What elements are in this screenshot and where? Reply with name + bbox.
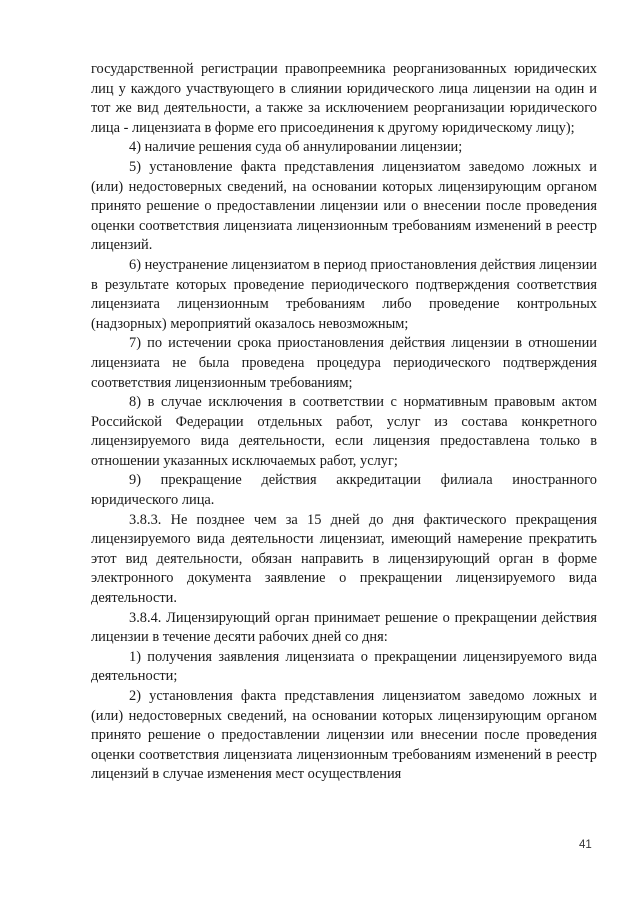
page-number: 41	[579, 839, 592, 851]
paragraph-subitem-1: 1) получения заявления лицензиата о прекращении лицензируемого вида деятельности;	[91, 648, 597, 685]
paragraph-item-9: 9) прекращение действия аккредитации филиала иностранного юридического лица.	[91, 472, 597, 509]
paragraph-item-6: 6) неустранение лицензиатом в период приостановления действия лицензии в результате которых проведение периодического подтверждения соответствия лицензиата лицензионным требованиям либо проведение контрольных (надзорных) мероприятий оказалось невозможным;	[91, 256, 597, 332]
paragraph-subitem-2: 2) установления факта представления лицензиатом заведомо ложных и (или) недостоверных сведений, на основании которых лицензирующим органом принято решение о предоставлении лицензии или внесении после проведения оценки соответствия лицензиата лицензионным требованиям изменений в реестр лицензий в случае изменения мест осуществления	[91, 688, 597, 783]
paragraph-item-5: 5) установление факта представления лицензиатом заведомо ложных и (или) недостоверных сведений, на основании которых лицензирующим органом принято решение о предоставлении лицензии или о внесении после проведения оценки соответствия лицензиата лицензионным требованиям изменений в реестр лицензий.	[91, 158, 597, 254]
paragraph-continuation: государственной регистрации правопреемника реорганизованных юридических лиц у каждого участвующего в слиянии юридического лица лицензии на один и тот же вид деятельности, а также за исключением реорганизации юридического лица - лицензиата в форме его присоединения к другому юридическому лицу);	[91, 61, 597, 136]
paragraph-section-3-8-4: 3.8.4. Лицензирующий орган принимает решение о прекращении действия лицензии в течение десяти рабочих дней со дня:	[91, 609, 597, 646]
document-body	[91, 60, 597, 785]
paragraph-item-8: 8) в случае исключения в соответствии с нормативным правовым актом Российской Федерации отдельных работ, услуг из состава конкретного лицензируемого вида деятельности, если лицензия предоставлена только в отношении указанных исключаемых работ, услуг;	[91, 394, 597, 469]
paragraph-item-7: 7) по истечении срока приостановления действия лицензии в отношении лицензиата не была проведена процедура периодического подтверждения соответствия лицензионным требованиям;	[91, 335, 597, 391]
paragraph-section-3-8-3: 3.8.3. Не позднее чем за 15 дней до дня фактического прекращения лицензируемого вида деятельности лицензиат, имеющий намерение прекратить этот вид деятельности, обязан направить в лицензирующий орган в форме электронного документа заявление о прекращении лицензируемого вида деятельности.	[91, 511, 597, 607]
paragraph-item-4: 4) наличие решения суда об аннулировании лицензии;	[129, 139, 463, 156]
